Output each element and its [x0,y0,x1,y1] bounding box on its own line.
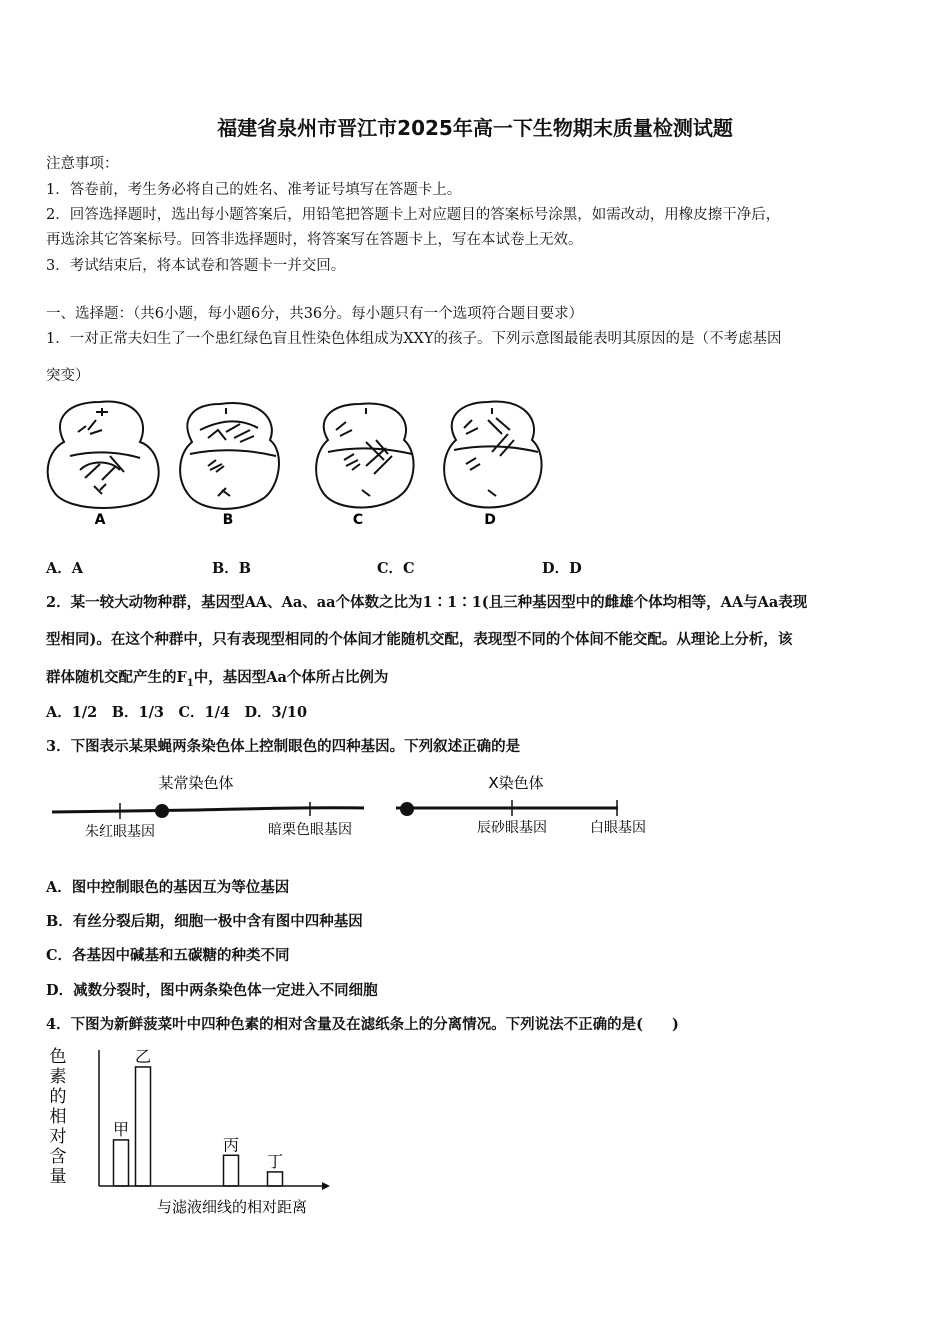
bar-4 [268,1172,283,1186]
q1-stem-line2: 突变） [46,368,90,384]
x-centromere [400,802,414,816]
q1-option-b[interactable]: B．B [212,560,252,577]
ylabel-char-3: 的 [49,1087,67,1107]
notice-item-2: 2．回答选择题时，选出每小题答案后，用铅笔把答题卡上对应题目的答案标号涂黑，如需改动，用橡皮擦干净后， [46,207,781,223]
figure-label-c: C [352,512,364,528]
bar-label-4: 丁 [266,1151,284,1171]
autosome-gene-left: 朱红眼基因 [85,824,155,840]
bar-label-2: 乙 [134,1046,152,1066]
ylabel-char-2: 素 [49,1067,67,1087]
q3-option-c[interactable]: C．各基因中碱基和五碳糖的种类不同 [46,947,290,964]
x-gene-left: 辰砂眼基因 [477,820,547,836]
q2-stem-line1: 2．某一较大动物种群，基因型AA、Aa、aa个体数之比为1∶1∶1(且三种基因型中的雌雄个体均相等，AA与Aa表现 [46,594,808,611]
q1-option-a[interactable]: A．A [46,560,84,577]
bar-1 [114,1140,129,1186]
q2-stem-line2: 型相同)。在这个种群中，只有表现型相同的个体间才能随机交配，表现型不同的个体间不能交配。从理论上分析，该 [46,631,793,648]
notice-item-1: 1．答卷前，考生务必将自己的姓名、准考证号填写在答题卡上。 [46,182,462,198]
autosome-centromere [155,804,169,818]
cell-b [180,403,279,509]
bar-2 [136,1067,151,1186]
q2-stem-line3-before: 群体随机交配产生的F [46,669,187,686]
autosome-title: 某常染色体 [158,774,234,792]
cell-d [444,402,541,508]
figure-label-d: D [484,512,496,528]
q3-stem: 3．下图表示某果蝇两条染色体上控制眼色的四种基因。下列叙述正确的是 [46,738,521,755]
x-chromosome [396,774,646,836]
chart-x-axis-arrow [322,1182,330,1190]
q3-option-b[interactable]: B．有丝分裂后期，细胞一极中含有图中四种基因 [46,913,363,930]
q1-stem-line1: 1．一对正常夫妇生了一个患红绿色盲且性染色体组成为XXY的孩子。下列示意图最能表明其原因的是（不考虑基因 [46,331,782,347]
autosome-gene-right: 暗栗色眼基因 [268,822,352,838]
x-gene-right: 白眼基因 [590,820,646,836]
cell-c [316,403,413,507]
q4-stem: 4．下图为新鲜菠菜叶中四种色素的相对含量及在滤纸条上的分离情况。下列说法不正确的是( ) [46,1016,679,1033]
autosome [52,774,364,840]
chart-bars [113,1047,283,1186]
bar-label-3: 丙 [222,1135,240,1155]
q2-stem-line3-sub: 1 [186,677,194,689]
q1-cell-figure [40,390,560,540]
chart-ylabel [50,1047,67,1187]
section-heading: 一、选择题：（共6小题，每小题6分，共36分。每小题只有一个选项符合题目要求） [46,306,584,322]
q3-option-d[interactable]: D．减数分裂时，图中两条染色体一定进入不同细胞 [46,982,378,999]
pigment-bar-chart [44,1040,344,1225]
q3-chromosome-figure [46,762,666,846]
ylabel-char-4: 相 [49,1107,67,1127]
figure-label-a: A [94,512,106,528]
ylabel-char-6: 含 [49,1147,67,1167]
notice-heading: 注意事项： [46,156,119,172]
ylabel-char-5: 对 [49,1127,67,1147]
ylabel-char-1: 色 [49,1047,67,1067]
notice-item-2-cont: 再选涂其它答案标号。回答非选择题时，将答案写在答题卡上，写在本试卷上无效。 [46,232,583,248]
bar-label-1: 甲 [112,1119,130,1139]
notice-item-3: 3．考试结束后，将本试卷和答题卡一并交回。 [46,258,346,274]
q3-option-a[interactable]: A．图中控制眼色的基因互为等位基因 [46,879,290,896]
q2-stem-line3 [46,666,388,689]
figure-label-b: B [222,512,234,528]
x-title: X染色体 [488,774,544,792]
page-title: 福建省泉州市晋江市2025年高一下生物期末质量检测试题 [217,116,733,140]
q1-option-d[interactable]: D．D [542,560,582,577]
chart-xlabel: 与滤液细线的相对距离 [156,1198,308,1216]
ylabel-char-7: 量 [49,1167,67,1187]
q2-options[interactable]: A．1/2 B．1/3 C．1/4 D．3/10 [46,704,308,721]
cell-a [48,402,159,508]
bar-3 [224,1155,239,1186]
q1-option-c[interactable]: C．C [377,560,415,577]
q2-stem-line3-after: 中，基因型Aa个体所占比例为 [193,669,389,686]
